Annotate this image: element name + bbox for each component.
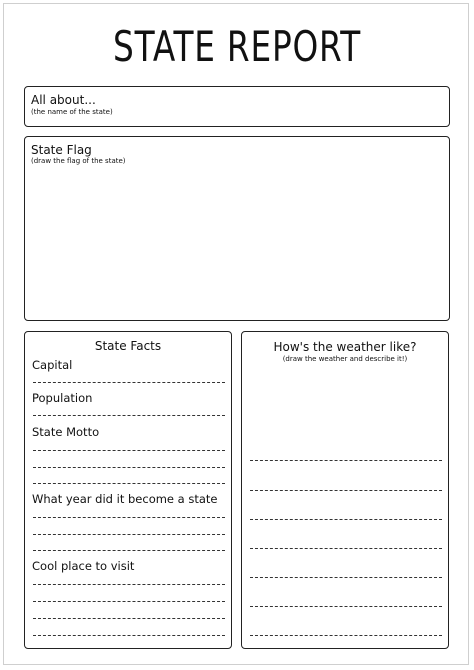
state-flag-box[interactable] <box>24 136 450 321</box>
weather-answer-line[interactable] <box>250 606 442 607</box>
population-label: Population <box>32 391 93 405</box>
all-about-label: All about... <box>31 93 96 107</box>
cool-place-label: Cool place to visit <box>32 559 135 573</box>
cool-place-answer-line[interactable] <box>33 618 225 619</box>
weather-answer-line[interactable] <box>250 635 442 636</box>
population-answer-line[interactable] <box>33 415 225 416</box>
state-facts-heading: State Facts <box>94 339 162 353</box>
weather-heading: How's the weather like? <box>273 340 417 354</box>
weather-answer-line[interactable] <box>250 519 442 520</box>
state-flag-hint: (draw the flag of the state) <box>31 157 126 165</box>
state-motto-answer-line[interactable] <box>33 467 225 468</box>
capital-label: Capital <box>32 358 73 372</box>
state-facts-box <box>24 331 232 649</box>
weather-answer-line[interactable] <box>250 548 442 549</box>
all-about-box[interactable] <box>24 86 450 127</box>
statehood-year-answer-line[interactable] <box>33 534 225 535</box>
all-about-hint: (the name of the state) <box>31 108 113 116</box>
capital-answer-line[interactable] <box>33 382 225 383</box>
weather-answer-line[interactable] <box>250 460 442 461</box>
cool-place-answer-line[interactable] <box>33 584 225 585</box>
weather-box <box>241 331 449 649</box>
weather-answer-line[interactable] <box>250 490 442 491</box>
cool-place-answer-line[interactable] <box>33 635 225 636</box>
statehood-year-answer-line[interactable] <box>33 517 225 518</box>
state-motto-answer-line[interactable] <box>33 483 225 484</box>
weather-hint: (draw the weather and describe it!) <box>282 355 408 363</box>
weather-answer-line[interactable] <box>250 577 442 578</box>
statehood-year-answer-line[interactable] <box>33 550 225 551</box>
page-title: STATE REPORT <box>112 22 362 71</box>
state-motto-answer-line[interactable] <box>33 450 225 451</box>
state-motto-label: State Motto <box>32 425 100 439</box>
statehood-year-label: What year did it become a state <box>32 492 218 506</box>
state-flag-label: State Flag <box>31 143 92 157</box>
cool-place-answer-line[interactable] <box>33 601 225 602</box>
